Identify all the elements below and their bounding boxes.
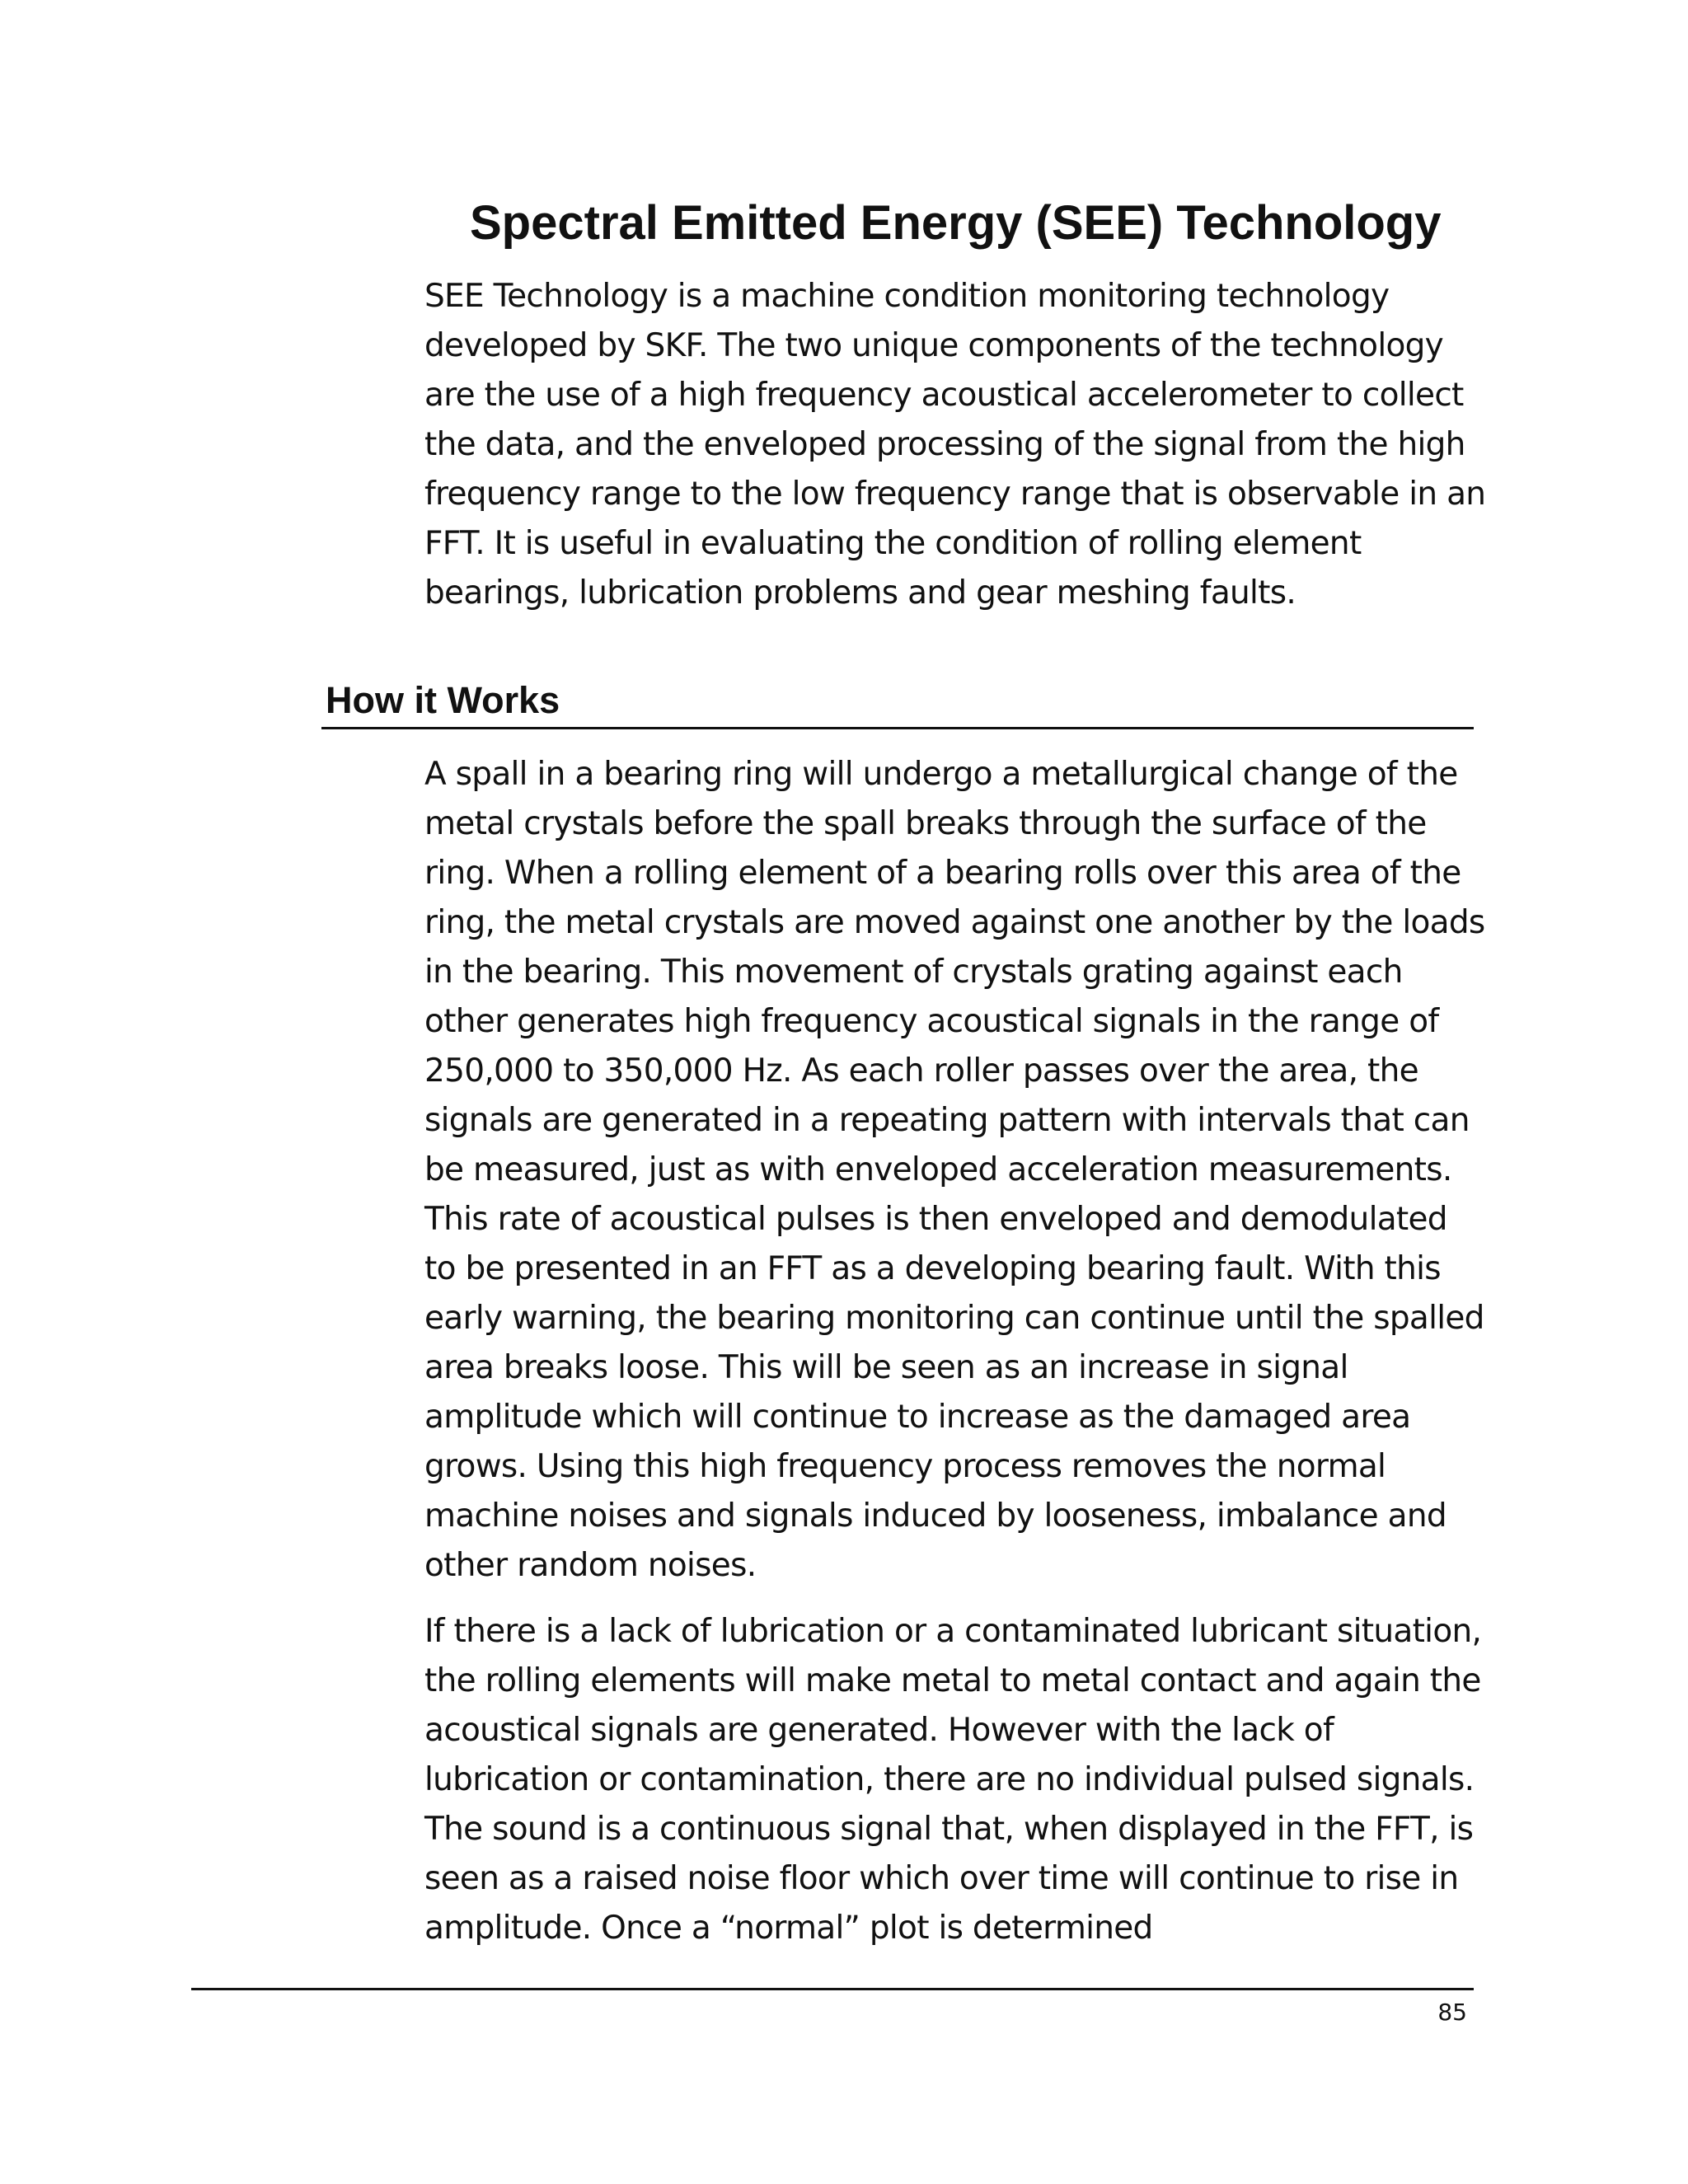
intro-paragraph: SEE Technology is a machine condition monitoring technology developed by SKF. The two unique components of the technology are the use of a high frequency acoustical accelerometer to collect the data, and the enveloped processing of the signal from the high frequency range to the low frequency range that is observable in an FFT. It is useful in evaluating the condition of rolling element bearings, lubrication problems and gear meshing faults. xyxy=(424,278,1486,612)
section-heading: How it Works xyxy=(326,679,560,721)
footer-divider xyxy=(191,1988,1474,1990)
section-divider xyxy=(321,727,1474,729)
section-paragraph: A spall in a bearing ring will undergo a metallurgical change of the metal crystals before the spall breaks through the surface of the ring. When a rolling element of a bearing rolls over this area of the ring, the metal crystals are moved against one another by the loads in the bearing. This movement of crystals grating against each other generates high frequency acoustical signals in the range of 250,000 to 350,000 Hz. As each roller passes over the area, the signals are generated in a repeating pattern with intervals that can be measured, just as with enveloped acceleration measurements. This rate of acoustical pulses is then enveloped and demodulated to be presented in an FFT as a developing bearing fault. With this early warning, the bearing monitoring can continue until the spalled area breaks loose. This will be seen as an increase in signal amplitude which will continue to increase as the damaged area grows. Using this high frequency process removes the normal machine noises and signals induced by looseness, imbalance and other random noises. xyxy=(424,756,1485,1584)
page-title: Spectral Emitted Energy (SEE) Technology xyxy=(470,196,1442,250)
section-paragraph: If there is a lack of lubrication or a contaminated lubricant situation, the rolling elements will make metal to metal contact and again the acoustical signals are generated. However with the lack of lubrication or contamination, there are no individual pulsed signals. The sound is a continuous signal that, when displayed in the FFT, is seen as a raised noise floor which over time will continue to rise in amplitude. Once a “normal” plot is determined xyxy=(424,1613,1482,1947)
page-number: 85 xyxy=(1437,1999,1467,2026)
